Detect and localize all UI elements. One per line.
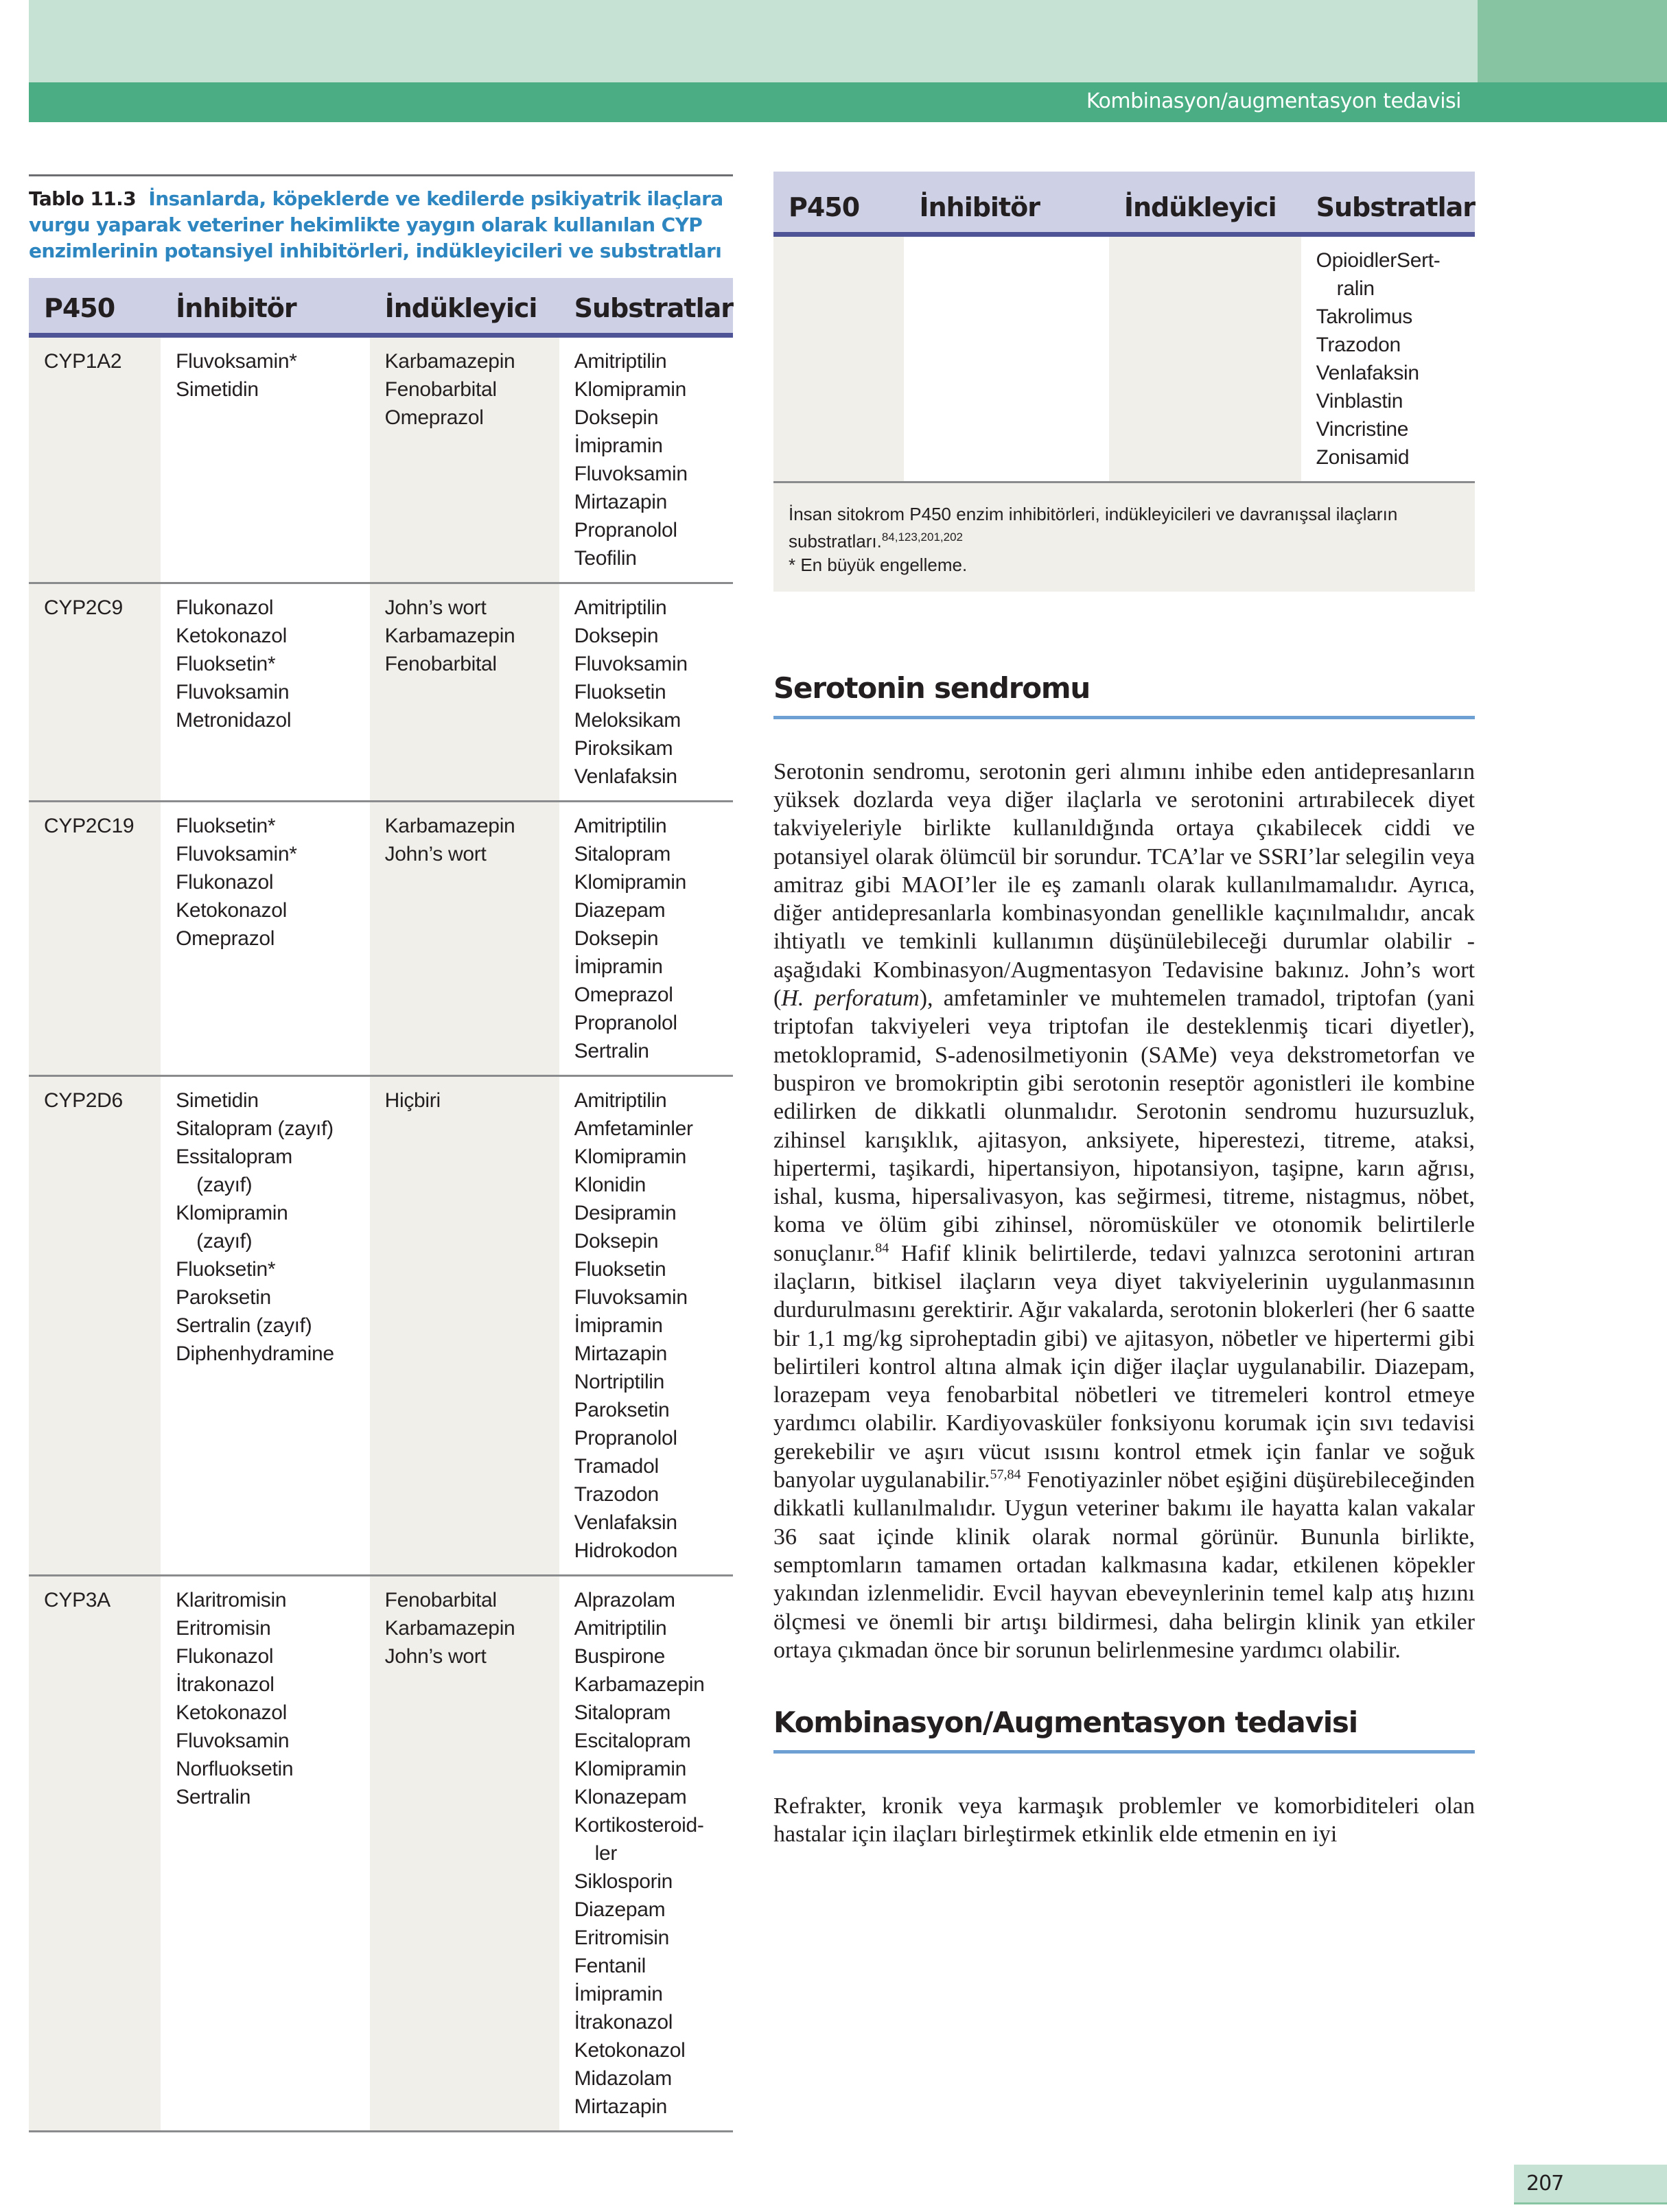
drug-name: Flukonazol — [176, 1645, 274, 1668]
drug-name: Nortriptilin — [574, 1371, 665, 1393]
drug-name: Flukonazol — [176, 596, 274, 619]
drug-name: Flukonazol — [176, 871, 274, 894]
drug-name: Doksepin — [574, 1230, 659, 1253]
section-heading-serotonin: Serotonin sendromu — [773, 671, 1475, 719]
cell-substrates — [1301, 235, 1475, 482]
table-caption-text: İnsanlarda, köpeklerde ve kedilerde psikiyatrik ilaçlara vurgu yaparak veteriner hekimlikte yaygın olarak kullanılan CYP enzimlerinin potansiyel inhibitörleri, indükleyicileri ve substratları — [29, 187, 723, 262]
drug-name: Venlafaksin — [1316, 362, 1419, 384]
drug-name: İtrakonazol — [176, 1673, 275, 1696]
drug-name: Hiçbiri — [384, 1089, 441, 1112]
cell-substrates — [559, 802, 733, 1076]
drug-name: Mirtazapin — [574, 2095, 668, 2118]
drug-name: Propranolol — [574, 519, 677, 542]
drug-name: Fluvoksamin* — [176, 843, 297, 865]
cyp-table-continued — [773, 172, 1475, 483]
drug-name: Alprazolam — [574, 1589, 675, 1611]
drug-name: Vinblastin — [1316, 390, 1403, 412]
cell-substrates — [559, 1076, 733, 1576]
drug-name: Fenobarbital — [384, 1589, 497, 1611]
cell-inducers — [370, 802, 559, 1076]
drug-name: Zonisamid — [1316, 446, 1410, 469]
drug-name: Paroksetin — [574, 1399, 670, 1421]
cell-inhibitors — [161, 802, 369, 1076]
footnote-asterisk-note: * En büyük engelleme. — [789, 554, 968, 575]
cell-substrates — [559, 583, 733, 802]
drug-name: Fentanil — [574, 1955, 646, 1977]
drug-name: Ketokonazol — [574, 2039, 686, 2062]
paragraph-kombinasyon: Refrakter, kronik veya karmaşık problemler ve komorbiditeleri olan hastalar için ilaçları birleştirmek etkinlik elde etmenin en iyi — [773, 1793, 1475, 1848]
drug-name: Meloksikam — [574, 709, 681, 732]
drug-name: Sertralin — [574, 1040, 649, 1062]
drug-name: Paroksetin — [176, 1286, 271, 1309]
table-row — [29, 1076, 733, 1576]
drug-name: Hidrokodon — [574, 1539, 678, 1562]
drug-name: Karbamazepin — [384, 625, 515, 647]
cell-inducers — [1109, 235, 1301, 482]
column-header-inducer: İndükleyici — [370, 278, 559, 336]
drug-name: John’s wort — [384, 1645, 487, 1668]
drug-name: Klomipramin — [176, 1202, 288, 1224]
drug-name: Buspirone — [574, 1645, 666, 1668]
drug-name: Vincristine — [1316, 418, 1409, 441]
table-footnote — [773, 483, 1475, 592]
drug-name: Mirtazapin — [574, 491, 668, 513]
table-row — [29, 1576, 733, 2132]
cell-inducers — [370, 1076, 559, 1576]
cell-p450: CYP1A2 — [29, 336, 161, 583]
drug-name: Fluvoksamin — [176, 1730, 290, 1752]
drug-name: Takrolimus — [1316, 305, 1412, 328]
footnote-refs: 84,123,201,202 — [881, 531, 963, 544]
drug-name: OpioidlerSert- — [1316, 249, 1441, 272]
footnote-text: İnsan sitokrom P450 enzim inhibitörleri, indükleyicileri ve davranışsal ilaçların substratları.$^{84,123,201,202}$ — [789, 504, 1398, 552]
drug-name: Essitalopram — [176, 1145, 292, 1168]
column-header-p450: P450 — [773, 172, 904, 235]
drug-name: Klomipramin — [574, 378, 687, 401]
drug-name: Simetidin — [176, 378, 259, 401]
drug-name: Omeprazol — [574, 983, 673, 1006]
drug-name: Diphenhydramine — [176, 1342, 334, 1365]
drug-name: Amitriptilin — [574, 350, 667, 373]
cell-inhibitors — [904, 235, 1108, 482]
table-label: Tablo 11.3 — [29, 187, 137, 210]
drug-name: ralin — [1336, 277, 1375, 300]
drug-name: Klomipramin — [574, 871, 687, 894]
cell-inhibitors — [161, 1076, 369, 1576]
drug-name: Simetidin — [176, 1089, 259, 1112]
drug-name: Doksepin — [574, 406, 659, 429]
citation: 57,84 — [990, 1467, 1021, 1482]
cell-inducers — [370, 1576, 559, 2132]
drug-name: Klonazepam — [574, 1786, 687, 1808]
page-number: 207 — [1526, 2172, 1564, 2196]
cell-inhibitors — [161, 583, 369, 802]
cell-p450: CYP2C9 — [29, 583, 161, 802]
drug-name: Escitalopram — [574, 1730, 691, 1752]
drug-name: Omeprazol — [176, 927, 275, 950]
drug-name: Eritromisin — [176, 1617, 271, 1640]
drug-name: Sitalopram — [574, 1701, 671, 1724]
drug-name: Doksepin — [574, 927, 659, 950]
table-top-rule — [29, 174, 733, 176]
cell-p450 — [773, 235, 904, 482]
drug-name: Ketokonazol — [176, 899, 287, 922]
drug-name: Fluvoksamin — [176, 681, 290, 703]
table-section — [29, 174, 733, 2132]
drug-name: Ketokonazol — [176, 625, 287, 647]
drug-name: Doksepin — [574, 625, 659, 647]
drug-name: Norfluoksetin — [176, 1758, 294, 1780]
drug-name: İmipramin — [574, 434, 663, 457]
cell-inhibitors — [161, 336, 369, 583]
drug-name: Klomipramin — [574, 1145, 687, 1168]
column-header-p450: P450 — [29, 278, 161, 336]
drug-name: (zayıf) — [196, 1174, 253, 1196]
table-row — [29, 336, 733, 583]
drug-name: İtrakonazol — [574, 2011, 673, 2034]
drug-name: Karbamazepin — [574, 1673, 705, 1696]
drug-name: Tramadol — [574, 1455, 659, 1478]
drug-name: Propranolol — [574, 1012, 677, 1034]
drug-name: Sertralin (zayıf) — [176, 1314, 312, 1337]
column-header-inhibitor: İnhibitör — [161, 278, 369, 336]
column-header-substrates: Substratlar — [1301, 172, 1475, 235]
drug-name: Amitriptilin — [574, 1089, 667, 1112]
drug-name: Fluoksetin — [574, 681, 666, 703]
running-header-title: Kombinasyon/augmentasyon tedavisi — [1086, 89, 1461, 113]
column-header-inducer: İndükleyici — [1109, 172, 1301, 235]
drug-name: Klomipramin — [574, 1758, 687, 1780]
drug-name: Sertralin — [176, 1786, 251, 1808]
drug-name: Trazodon — [1316, 334, 1401, 356]
drug-name: Propranolol — [574, 1427, 677, 1450]
table-row — [29, 583, 733, 802]
table-caption — [29, 186, 733, 264]
drug-name: Fenobarbital — [384, 378, 497, 401]
cell-p450: CYP3A — [29, 1576, 161, 2132]
cell-p450: CYP2C19 — [29, 802, 161, 1076]
drug-name: Teofilin — [574, 547, 637, 570]
drug-name: Klaritromisin — [176, 1589, 287, 1611]
section-heading-kombinasyon: Kombinasyon/Augmentasyon tedavisi — [773, 1705, 1475, 1754]
citation: 84 — [875, 1240, 889, 1256]
drug-name: Eritromisin — [574, 1926, 670, 1949]
drug-name: Fluvoksamin* — [176, 350, 297, 373]
drug-name: Karbamazepin — [384, 815, 515, 837]
drug-name: Fluvoksamin — [574, 1286, 688, 1309]
drug-name: Ketokonazol — [176, 1701, 287, 1724]
drug-name: Piroksikam — [574, 737, 673, 760]
drug-name: Sitalopram — [574, 843, 671, 865]
drug-name: Amitriptilin — [574, 596, 667, 619]
drug-name: Siklosporin — [574, 1870, 673, 1893]
drug-name: İmipramin — [574, 1314, 663, 1337]
drug-name: Diazepam — [574, 1898, 666, 1921]
right-column — [773, 172, 1475, 1849]
cell-substrates — [559, 336, 733, 583]
running-header-bar — [29, 82, 1667, 122]
drug-name: Midazolam — [574, 2067, 672, 2090]
drug-name: Fluoksetin* — [176, 1258, 276, 1281]
drug-name: Karbamazepin — [384, 1617, 515, 1640]
cyp-table — [29, 278, 733, 2132]
header-corner-block — [1478, 0, 1667, 82]
column-header-inhibitor: İnhibitör — [904, 172, 1108, 235]
drug-name: Fluvoksamin — [574, 653, 688, 675]
drug-name: Venlafaksin — [574, 765, 677, 788]
drug-name: Metronidazol — [176, 709, 292, 732]
drug-name: Klonidin — [574, 1174, 646, 1196]
drug-name: Venlafaksin — [574, 1511, 677, 1534]
drug-name: Amitriptilin — [574, 815, 667, 837]
drug-name: Fluoksetin* — [176, 653, 276, 675]
column-header-substrates: Substratlar — [559, 278, 733, 336]
drug-name: ler — [594, 1842, 618, 1865]
drug-name: Amfetaminler — [574, 1117, 693, 1140]
page-number-box — [1514, 2165, 1667, 2204]
drug-name: Diazepam — [574, 899, 666, 922]
cell-substrates — [559, 1576, 733, 2132]
cell-p450: CYP2D6 — [29, 1076, 161, 1576]
drug-name: Fenobarbital — [384, 653, 497, 675]
drug-name: Desipramin — [574, 1202, 677, 1224]
table-header-row — [29, 278, 733, 336]
drug-name: Omeprazol — [384, 406, 484, 429]
cell-inducers — [370, 336, 559, 583]
drug-name: İmipramin — [574, 1983, 663, 2005]
paragraph-serotonin: Serotonin sendromu, serotonin geri alımını inhibe eden antidepresanların yüksek dozlarda veya diğer ilaçlarla ve serotonini artırabilecek diyet takviyeleriyle birlikte kullanıldığında ortaya çıkabilecek ciddi ve potansiyel olarak ölümcül bir sorundur. TCA’lar ve SSRI’lar selegilin veya amitraz gibi MAOI’ler ile eş zamanlı olarak kullanılmamalıdır. Ayrıca, diğer antidepresanlarla kombinasyondan genellikle kaçınılmalıdır, ancak ihtiyatlı ve temkinli kullanımın düşünülebileceği durumlar olabilir - aşağıdaki Kombinasyon/Augmentasyon Tedavisine bakınız. John’s wort (H. perforatum), amfetaminler ve muhtemelen tramadol, triptofan (yani triptofan takviyeleri veya triptofan ile desteklenmiş ticari diyetler), metoklopramid, S-adenosilmetiyonin (SAMe) veya dekstrometorfan ve buspiron ve bromokriptin gibi serotonin reseptör agonistleri ile kombine edilirken de dikkatli olunmalıdır. Serotonin sendromu huzursuzluk, zihinsel karışıklık, ajitasyon, anksiyete, hiperestezi, titreme, ataksi, hipertermi, taşikardi, hipertansiyon, hipotansiyon, taşipne, karın ağrısı, ishal, kusma, hipersalivasyon, kas seğirmesi, titreme, nistagmus, nöbet, koma ve ölüm gibi zihinsel, nöromüsküler ve otonomik belirtilerle sonuçlanır.$^{84}$ Hafif klinik belirtilerde, tedavi yalnızca serotonini artıran ilaçların, bitkisel ilaçların veya diyet takviyelerinin uygulanmasının durdurulmasını gerektirir. Ağır vakalarda, serotonin blokerleri (her 6 saatte bir 1,1 mg/kg siproheptadin gibi) ve ajitasyon, nöbetler ve hipertermi gibi belirtileri kontrol altına almak için diğer ilaçlar uygulanabilir. Diazepam, lorazepam veya fenobarbital nöbetleri ve titremeleri kontrol etmeye yardımcı olabilir. Kardiyovasküler fonksiyonu korumak için sıvı tedavisi gerekebilir ve aşırı vücut ısısını kontrol etmek için fanlar ve soğuk banyolar uygulanabilir.$^{57,84}$ Fenotiyazinler nöbet eşiğini düşürebileceğinden dikkatli kullanılmalıdır. Uygun veteriner bakımı ile hayatta kalan vakalar 36 saat içinde klinik olarak normal görünür. Bununla birlikte, semptomların tamamen ortadan kalkmasına kadar, etkilenen köpekler yakından izlenmelidir. Evcil hayvan ebeveynlerinin temel kalp atış hızını ölçmesi ve önemli bir artışı bildirmesi, daha belirgin klinik yan etkiler ortaya çıkmadan önce bir sorunun belirlenmesine yardımcı olabilir. — [773, 758, 1475, 1663]
table-header-row-continued — [773, 172, 1475, 235]
table-row — [29, 802, 733, 1076]
table-row-continued — [773, 235, 1475, 482]
drug-name: Fluoksetin — [574, 1258, 666, 1281]
drug-name: Sitalopram (zayıf) — [176, 1117, 334, 1140]
drug-name: Fluvoksamin — [574, 463, 688, 485]
table-body — [29, 336, 733, 2132]
drug-name: Kortikosteroid- — [574, 1814, 704, 1837]
cell-inducers — [370, 583, 559, 802]
drug-name: Karbamazepin — [384, 350, 515, 373]
cell-inhibitors — [161, 1576, 369, 2132]
drug-name: Mirtazapin — [574, 1342, 668, 1365]
drug-name: İmipramin — [574, 955, 663, 978]
drug-name: John’s wort — [384, 596, 487, 619]
drug-name: John’s wort — [384, 843, 487, 865]
drug-name: Trazodon — [574, 1483, 659, 1506]
drug-name: Amitriptilin — [574, 1617, 667, 1640]
header-band — [29, 0, 1478, 82]
drug-name: Fluoksetin* — [176, 815, 276, 837]
drug-name: (zayıf) — [196, 1230, 253, 1253]
